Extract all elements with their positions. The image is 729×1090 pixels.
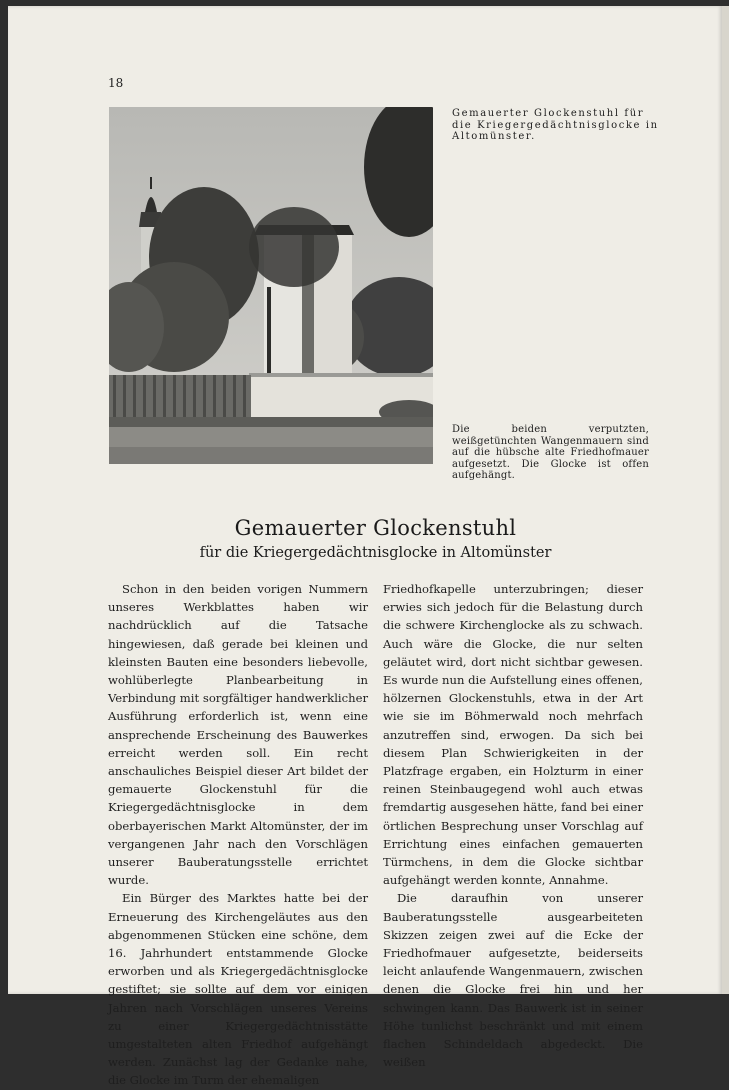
text-column-right (383, 580, 643, 1071)
page-edge (722, 6, 729, 994)
text-column-left (108, 580, 368, 1090)
paragraph: Schon in den beiden vorigen Nummern unseres Werkblattes haben wir nachdrücklich auf die Tatsache hingewiesen, daß gerade bei kleinen und kleinsten Bauten eine besonders liebevolle, wohlüberlegte Planbearbeitung in Verbindung mit sorgfältiger handwerklicher Ausführung erforderlich ist, wenn eine ansprechende Erscheinung des Bauwerkes erreicht werden soll. Ein recht anschauliches Beispiel dieser Art bildet der gemauerte Glockenstuhl für die Kriegergedächtnisglocke in dem oberbayerischen Markt Altomünster, der im vergangenen Jahr nach den Vorschlägen unserer Bauberatungsstelle errichtet wurde. (108, 582, 368, 888)
photo-caption-title: Gemauerter Glockenstuhl für die Kriegergedächtnisglocke in Altomünster. (452, 108, 659, 142)
photograph-image (109, 107, 433, 464)
photograph-bell-tower (109, 107, 433, 464)
photo-caption-description: Die beiden verputzten, weißgetünchten Wangenmauern sind auf die hübsche alte Friedhofmauer aufgesetzt. Die Glocke ist offen aufgehängt. (452, 424, 649, 481)
page-number: 18 (108, 76, 124, 90)
paragraph: Die daraufhin von unserer Bauberatungsstelle ausgearbeiteten Skizzen zeigen zwei auf die Ecke der Friedhofmauer aufgesetzte, beiderseits leicht anlaufende Wangenmauern, zwischen denen die Glocke frei hin und her schwingen kann. Das Bauwerk ist in seiner Höhe tunlichst beschränkt und mit einem flachen Schindeldach abgedeckt. Die weißen (383, 891, 643, 1070)
paragraph: Ein Bürger des Marktes hatte bei der Erneuerung des Kirchengeläutes aus den abgenommenen Stücken eine schöne, dem 16. Jahrhundert entstammende Glocke erworben und als Kriegergedächtnisglocke gestiftet; sie sollte auf dem vor einigen Jahren nach Vorschlägen unseres Vereins zu einer Kriegergedächtnisstätte umgestalteten alten Friedhof aufgehängt werden. Zunächst lag der Gedanke nahe, die Glocke im Turm der ehemaligen (108, 891, 368, 1088)
article-title: Gemauerter Glockenstuhl (234, 516, 517, 540)
article-subtitle: für die Kriegergedächtnisglocke in Altomünster (199, 545, 552, 561)
paragraph: Friedhofkapelle unterzubringen; dieser erwies sich jedoch für die Belastung durch die schwere Kirchenglocke als zu schwach. Auch wäre die Glocke, die nur selten geläutet wird, dort nicht sichtbar gewesen. Es wurde nun die Aufstellung eines offenen, hölzernen Glockenstuhls, etwa in der Art wie sie im Böhmerwald noch mehrfach anzutreffen sind, erwogen. Da sich bei diesem Plan Schwierigkeiten in der Platzfrage ergaben, ein Holzturm in einer reinen Steinbaugegend wohl auch etwas fremdartig ausgesehen hätte, fand bei einer örtlichen Besprechung unser Vorschlag auf Errichtung eines einfachen gemauerten Türmchens, in dem die Glocke sichtbar aufgehängt werden konnte, Annahme. (383, 582, 643, 888)
